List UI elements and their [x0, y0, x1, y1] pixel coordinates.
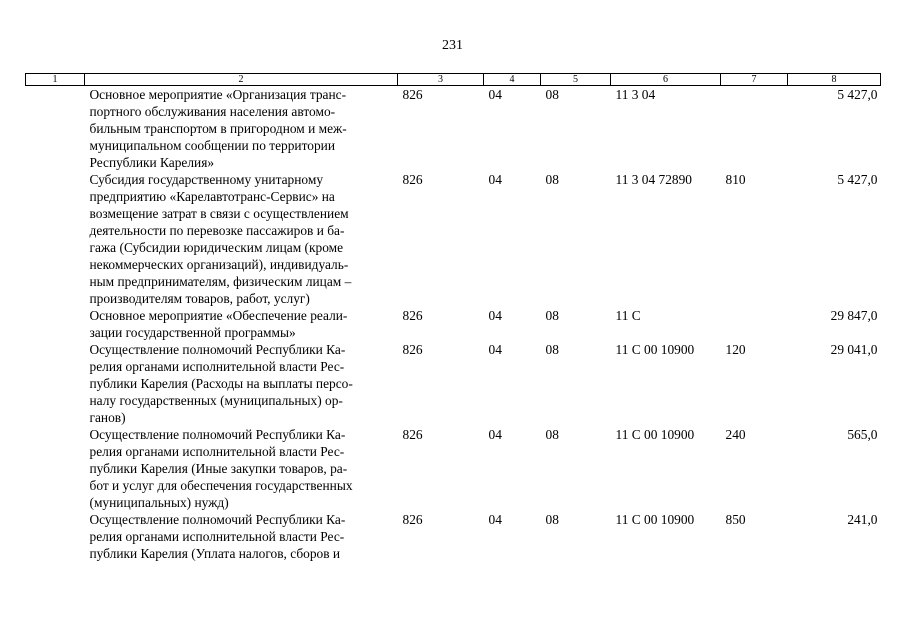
expense-name-line: Основное мероприятие «Организация транс-: [89, 87, 347, 102]
column-header: 5: [541, 74, 611, 86]
expense-name-line: деятельности по перевозке пассажиров и ба-: [89, 223, 345, 238]
subsection-code-cell: 08: [545, 342, 559, 357]
expense-name-line: гажа (Субсидии юридическим лицам (кроме: [89, 240, 344, 255]
expense-name-line: ганов): [89, 410, 126, 425]
column-header: 1: [26, 74, 85, 86]
amount-cell: 29 041,0: [830, 342, 878, 357]
ministry-code-cell: 826: [402, 427, 423, 442]
expense-name-line: релия органами исполнительной власти Рес-: [89, 444, 345, 459]
table-header: [26, 74, 881, 86]
ministry-code-cell: 826: [402, 87, 423, 102]
expense-type-cell: 120: [725, 342, 746, 357]
expense-name-line: бот и услуг для обеспечения государственных: [89, 478, 353, 493]
amount-cell: 29 847,0: [830, 308, 878, 323]
expense-name-line: публики Карелия (Расходы на выплаты персо-: [89, 376, 353, 391]
expense-type-cell: [721, 86, 788, 172]
expense-name-cell: [85, 426, 398, 511]
expense-name-line: Республики Карелия»: [89, 155, 215, 170]
expense-name-line: релия органами исполнительной власти Рес-: [89, 529, 345, 544]
ministry-code-cell: 826: [402, 342, 423, 357]
subsection-code-cell: 08: [545, 172, 559, 187]
amount-cell: 5 427,0: [837, 172, 878, 187]
expense-name-line: Осуществление полномочий Республики Ка-: [89, 342, 346, 357]
expense-name-line: бильным транспортом в пригородном и меж-: [89, 121, 347, 136]
target-article-cell: 11 3 04 72890: [615, 172, 692, 187]
expense-name-line: ным предпринимателям, физическим лицам –: [89, 274, 352, 289]
target-article-cell: 11 3 04: [615, 87, 656, 102]
column-header: 3: [398, 74, 484, 86]
column-header: 4: [484, 74, 541, 86]
target-article-cell: 11 С 00 10900: [615, 342, 695, 357]
expense-name-line: Основное мероприятие «Обеспечение реали-: [89, 308, 348, 323]
expense-name-line: Осуществление полномочий Республики Ка-: [89, 427, 346, 442]
target-article-cell: 11 С: [615, 308, 641, 323]
column-header: 7: [721, 74, 788, 86]
expense-type-cell: 850: [725, 512, 746, 527]
table-row: [26, 307, 881, 341]
subsection-code-cell: 08: [545, 512, 559, 527]
expense-name-line: муниципальном сообщении по территории: [89, 138, 335, 153]
expense-name-cell: [85, 86, 398, 172]
table-row: [26, 171, 881, 307]
expense-name-cell: [85, 171, 398, 307]
expense-type-cell: 810: [725, 172, 746, 187]
expense-name-line: возмещение затрат в связи с осуществлением: [89, 206, 349, 221]
budget-table: [25, 73, 881, 562]
column-header: 8: [788, 74, 881, 86]
section-code-cell: 04: [488, 427, 502, 442]
expense-name-line: Осуществление полномочий Республики Ка-: [89, 512, 346, 527]
section-code-cell: 04: [488, 308, 502, 323]
target-article-cell: 11 С 00 10900: [615, 512, 695, 527]
target-article-cell: 11 С 00 10900: [615, 427, 695, 442]
expense-name-line: налу государственных (муниципальных) ор-: [89, 393, 343, 408]
expense-name-line: (муниципальных) нужд): [89, 495, 229, 510]
table-row: [26, 86, 881, 172]
expense-name-cell: [85, 307, 398, 341]
table-row: [26, 511, 881, 562]
expense-name-line: публики Карелия (Уплата налогов, сборов и: [89, 546, 341, 561]
expense-name-line: производителям товаров, работ, услуг): [89, 291, 310, 306]
table-body: [26, 86, 881, 563]
expense-name-line: релия органами исполнительной власти Рес-: [89, 359, 345, 374]
expense-type-cell: 240: [725, 427, 746, 442]
expense-name-line: некоммерческих организаций), индивидуаль-: [89, 257, 349, 272]
section-code-cell: 04: [488, 172, 502, 187]
table-row: [26, 341, 881, 426]
ministry-code-cell: 826: [402, 308, 423, 323]
amount-cell: 565,0: [847, 427, 878, 442]
expense-name-cell: [85, 341, 398, 426]
expense-name-line: предприятию «Карелавтотранс-Сервис» на: [89, 189, 335, 204]
subsection-code-cell: 08: [545, 308, 559, 323]
expense-name-line: портного обслуживания населения автомо-: [89, 104, 336, 119]
ministry-code-cell: 826: [402, 172, 423, 187]
expense-type-cell: [721, 307, 788, 341]
column-number-row: [26, 74, 881, 86]
subsection-code-cell: 08: [545, 87, 559, 102]
ministry-code-cell: 826: [402, 512, 423, 527]
expense-name-cell: [85, 511, 398, 562]
section-code-cell: 04: [488, 512, 502, 527]
expense-name-line: публики Карелия (Иные закупки товаров, ра-: [89, 461, 348, 476]
expense-name-line: Субсидия государственному унитарному: [89, 172, 324, 187]
section-code-cell: 04: [488, 87, 502, 102]
amount-cell: 241,0: [847, 512, 878, 527]
column-header: 2: [85, 74, 398, 86]
amount-cell: 5 427,0: [837, 87, 878, 102]
table-row: [26, 426, 881, 511]
subsection-code-cell: 08: [545, 427, 559, 442]
expense-name-line: зации государственной программы»: [89, 325, 296, 340]
page-number: 231: [442, 38, 463, 53]
section-code-cell: 04: [488, 342, 502, 357]
column-header: 6: [611, 74, 721, 86]
